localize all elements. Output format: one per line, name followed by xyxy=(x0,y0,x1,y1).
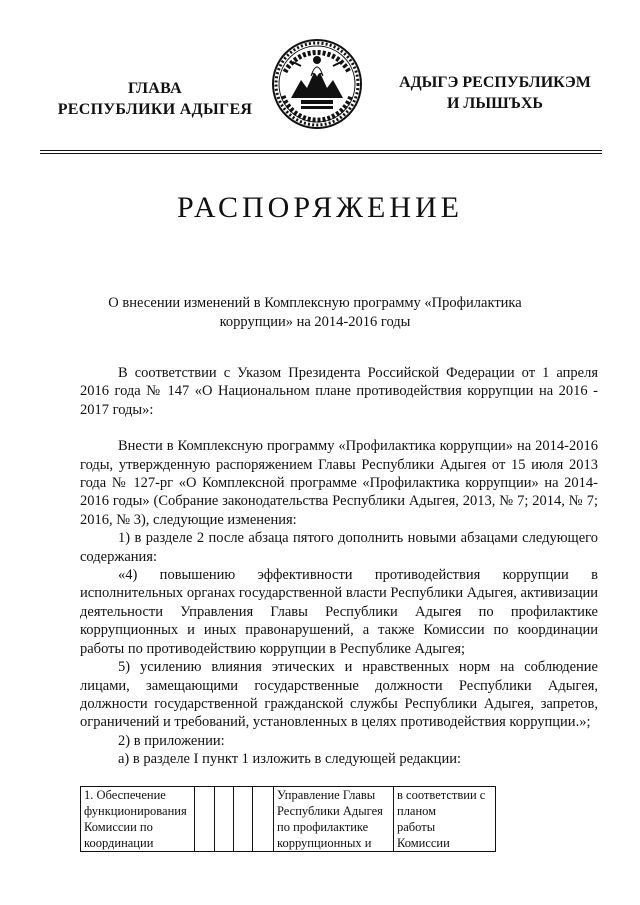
header-rule-bottom xyxy=(40,153,602,154)
cell-line: 1. Обеспечение xyxy=(84,788,166,802)
paragraph-amendments: Внести в Комплексную программу «Профилактика коррупции» на 2014-2016 годы, утвержденную распоряжением Главы Республики Адыгея от 15 июля 2013 года № 127-рг «О Комплексной программе «Профилактика коррупции» на 2014-2016 годы» (Собрание законодательства Республики Адыгея, 2013, № 7; 2014, № 7; 2016, № 3), следующие изменения: xyxy=(80,438,598,528)
header-right-line2: И ЛЫШЪХЬ xyxy=(446,95,544,112)
coat-of-arms-icon xyxy=(271,36,363,132)
cell-line: по профилактике xyxy=(277,820,369,834)
paragraph-preamble: В соответствии с Указом Президента Российской Федерации от 1 апреля 2016 года № 147 «О Национальном плане противодействия коррупции на 2016 - 2017 годы»: xyxy=(80,365,598,418)
cell-line: функционирования xyxy=(84,804,187,818)
cell-line: координации xyxy=(84,836,154,850)
paragraph-item-2a: а) в разделе I пункт 1 изложить в следующей редакции: xyxy=(118,751,461,768)
document-subject xyxy=(80,294,550,332)
table-cell-executor xyxy=(274,787,394,852)
cell-line: работы xyxy=(397,820,436,834)
document-body xyxy=(80,364,598,769)
header-rule-top xyxy=(40,150,602,151)
subject-line-1: О внесении изменений в Комплексную программу «Профилактика xyxy=(108,295,522,311)
header-left-line2: РЕСПУБЛИКИ АДЫГЕЯ xyxy=(57,101,253,118)
table-cell-empty xyxy=(195,787,215,852)
table-cell-empty xyxy=(234,787,253,852)
cell-line: в соответствии с xyxy=(397,788,486,802)
table-cell-empty xyxy=(253,787,274,852)
table-cell-measure xyxy=(81,787,195,852)
cell-line: Комиссии по xyxy=(84,820,153,834)
paragraph-item-1: 1) в разделе 2 после абзаца пятого дополнить новыми абзацами следующего содержания: xyxy=(80,530,598,565)
cell-line: коррупционных и xyxy=(277,836,372,850)
cell-line: Управление Главы xyxy=(277,788,376,802)
paragraph-quote-5: 5) усилению влияния этических и нравственных норм на соблюдение лицами, замещающими государственные должности Республики Адыгея, должности государственной гражданской службы Республики Адыгея, запретов, ограничений и требований, установленных в целях противодействия коррупции.»; xyxy=(80,659,598,731)
document-title: РАСПОРЯЖЕНИЕ xyxy=(176,191,464,224)
header-left xyxy=(40,78,270,120)
paragraph-item-2: 2) в приложении: xyxy=(118,732,225,749)
paragraph-quote-4: «4) повышению эффективности противодействия коррупции в исполнительных органах государственной власти Республики Адыгея, активизации деятельности Управления Главы Республики Адыгея по профилактике коррупционных и иных правонарушений, а также Комиссии по координации работы по противодействию коррупции в Республике Адыгея; xyxy=(80,567,598,657)
cell-line: планом xyxy=(397,804,437,818)
table-row xyxy=(81,787,496,852)
header-right xyxy=(375,72,615,114)
table-cell-deadline xyxy=(394,787,496,852)
table-cell-empty xyxy=(215,787,234,852)
program-table xyxy=(80,786,496,852)
cell-line: Комиссии xyxy=(397,836,450,850)
subject-line-2: коррупции» на 2014-2016 годы xyxy=(219,314,411,330)
cell-line: Республики Адыгея xyxy=(277,804,383,818)
header-left-line1: ГЛАВА xyxy=(128,80,182,97)
header-right-line1: АДЫГЭ РЕСПУБЛИКЭМ xyxy=(399,74,591,91)
